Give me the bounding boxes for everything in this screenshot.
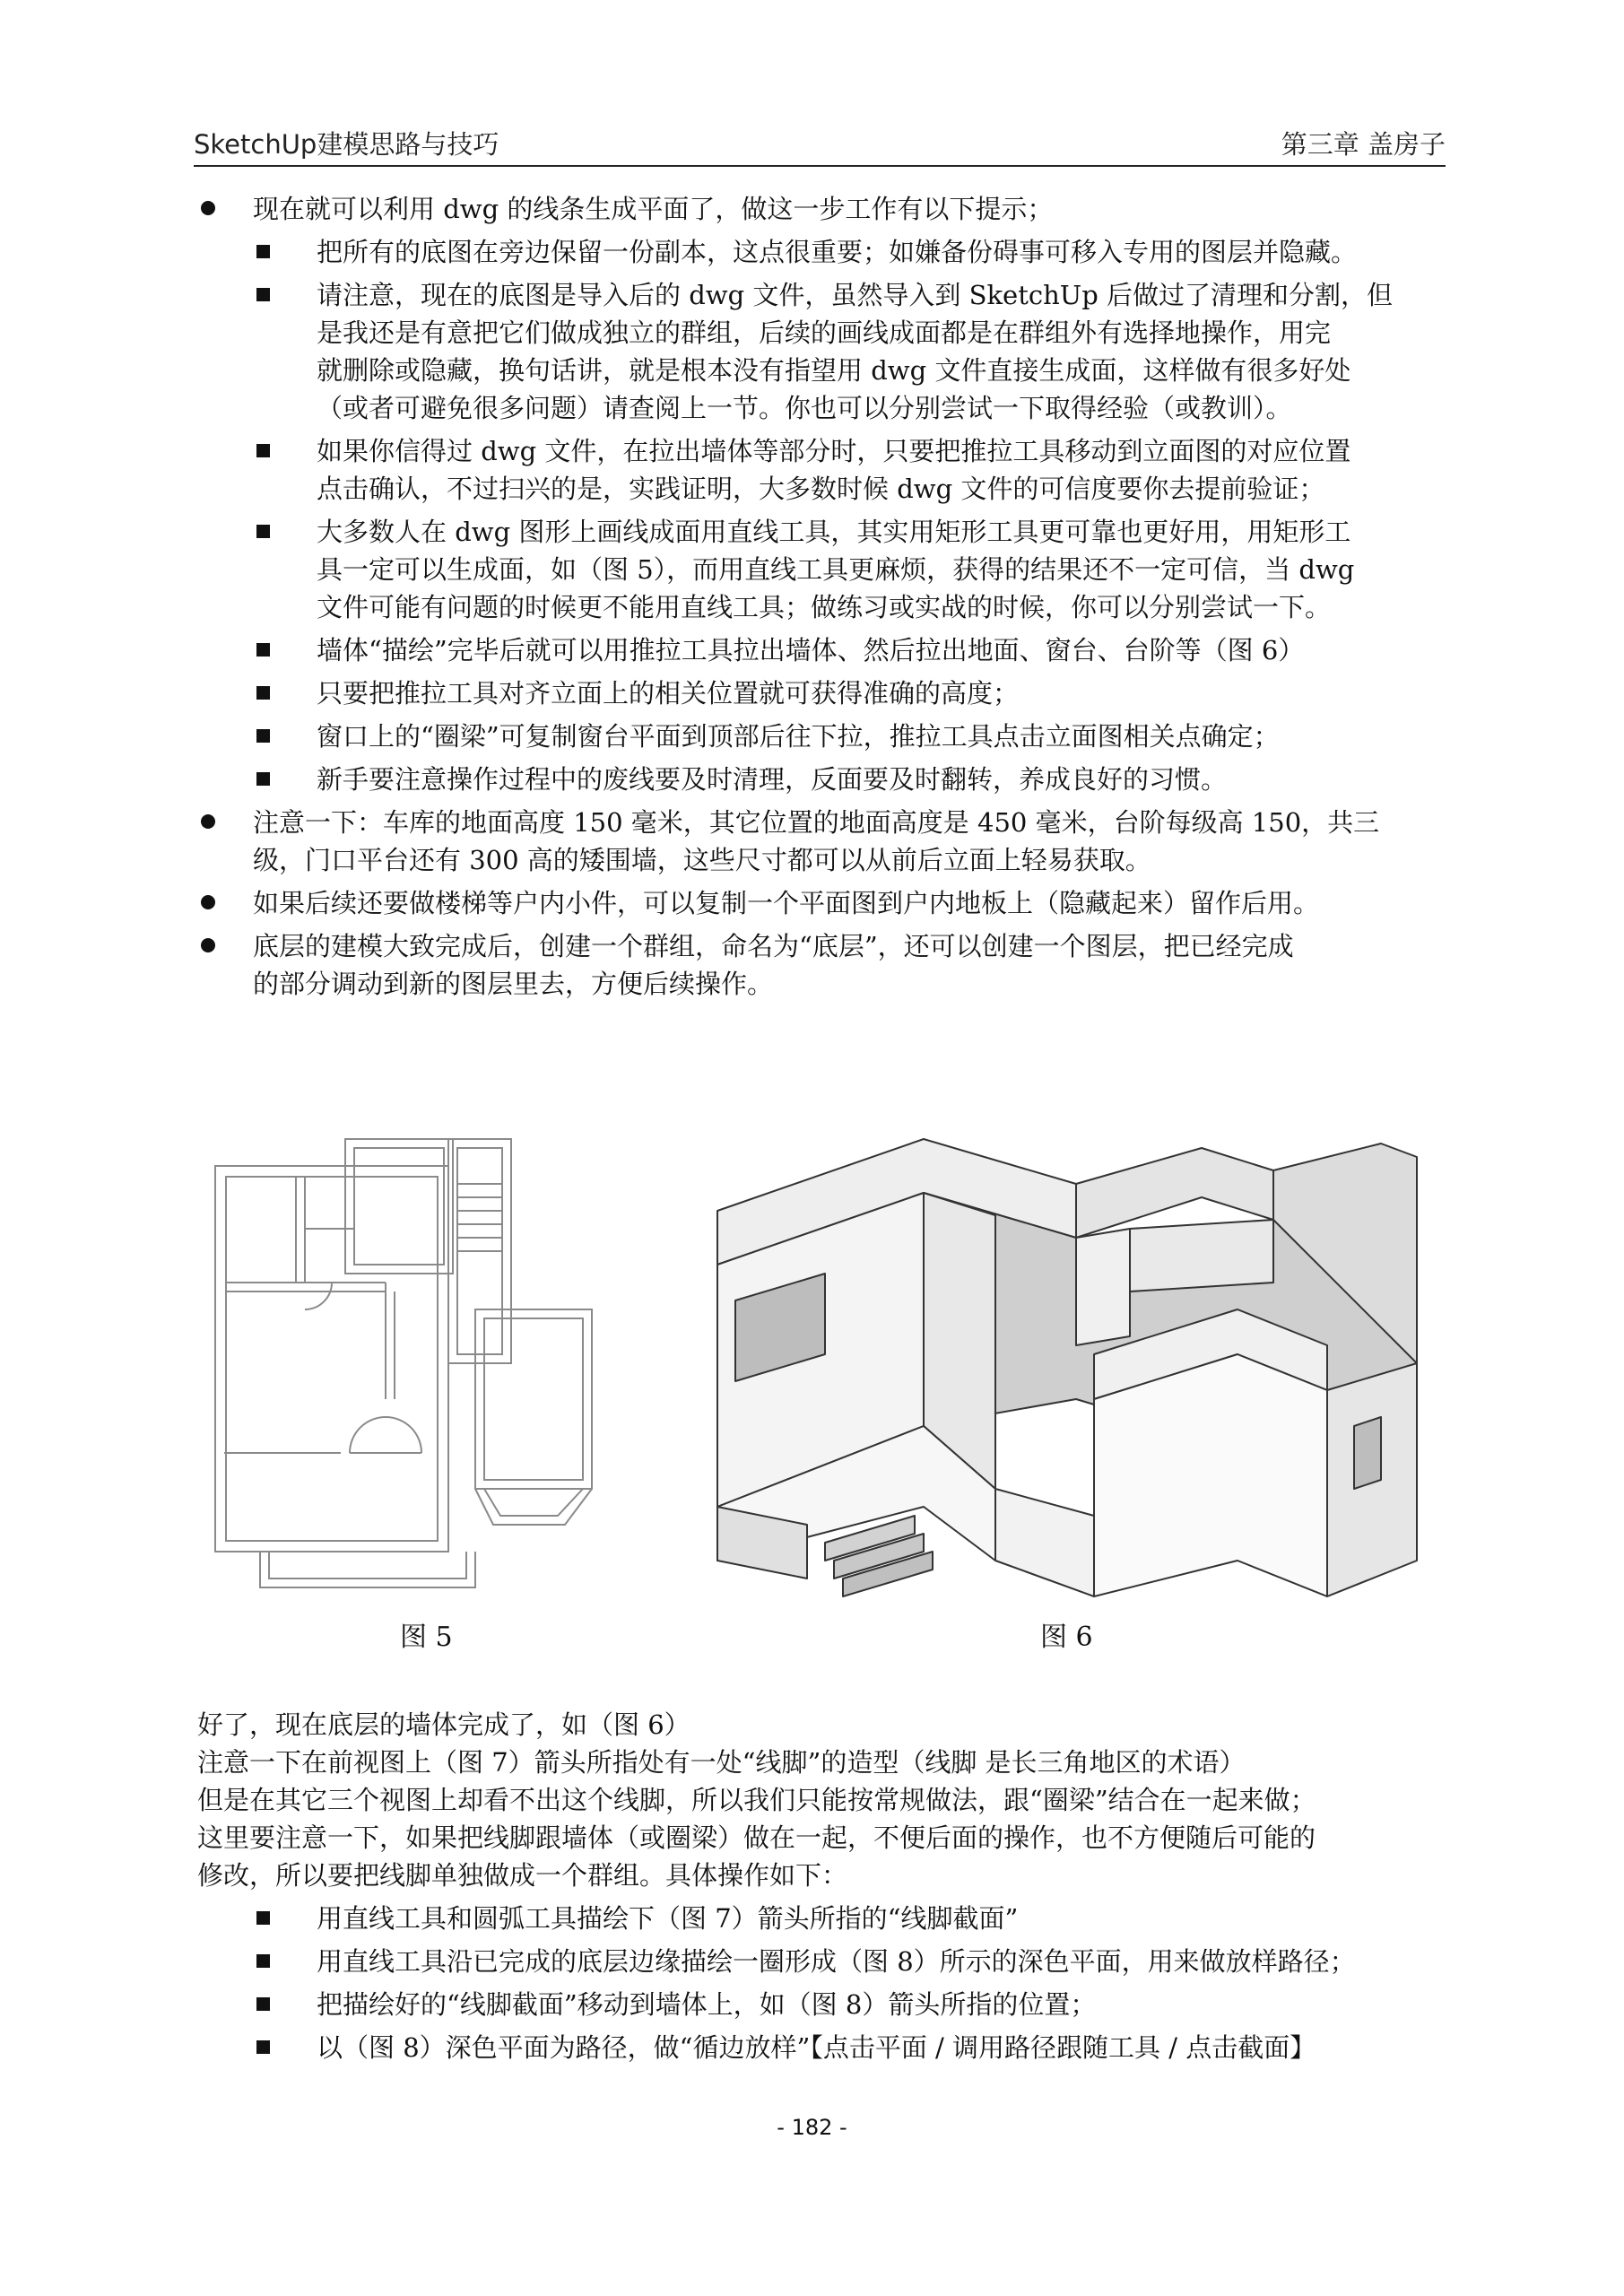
bullet-item: 如果后续还要做楼梯等户内小件，可以复制一个平面图到户内地板上（隐藏起来）留作后用。 xyxy=(197,884,1448,922)
sub-bullet-item: 如果你信得过 dwg 文件，在拉出墙体等部分时，只要把推拉工具移动到立面图的对应位置 点击确认，不过扫兴的是，实践证明，大多数时候 dwg 文件的可信度要你去提前验证； xyxy=(197,432,1448,508)
sub-bullet-item: 把所有的底图在旁边保留一份副本，这点很重要；如嫌备份碍事可移入专用的图层并隐藏。 xyxy=(197,233,1448,271)
bullet-item: 底层的建模大致完成后，创建一个群组，命名为“底层”，还可以创建一个图层，把已经完成 的部分调动到新的图层里去，方便后续操作。 xyxy=(197,927,1448,1003)
sub-bullet-item: 大多数人在 dwg 图形上画线成面用直线工具，其实用矩形工具更可靠也更好用，用矩形工 具一定可以生成面，如（图 5），而用直线工具更麻烦，获得的结果还不一定可信，当 dwg 文件可能有问题的时候更不能用直线工具；做练习或实战的时候，你可以分别尝试一下。 xyxy=(197,513,1448,626)
paragraph: 好了，现在底层的墙体完成了，如（图 6） xyxy=(197,1709,690,1740)
text-block-bottom xyxy=(197,1706,1448,2072)
3d-model-figure xyxy=(699,1130,1462,1632)
chapter-title: 第三章 盖房子 xyxy=(1281,129,1446,160)
paragraph: 修改，所以要把线脚单独做成一个群组。具体操作如下： xyxy=(197,1860,848,1891)
page-number: - 182 - xyxy=(777,2115,847,2140)
sub-bullet-item: 墙体“描绘”完毕后就可以用推拉工具拉出墙体、然后拉出地面、窗台、台阶等（图 6） xyxy=(197,631,1448,669)
paragraph: 这里要注意一下，如果把线脚跟墙体（或圈梁）做在一起，不便后面的操作，也不方便随后可能的 xyxy=(197,1822,1316,1853)
sub-bullet-item: 用直线工具沿已完成的底层边缘描绘一圈形成（图 8）所示的深色平面，用来做放样路径； xyxy=(197,1943,1448,1980)
bullet-item: 注意一下：车库的地面高度 150 毫米，其它位置的地面高度是 450 毫米，台阶每级高 150，共三 级，门口平台还有 300 高的矮围墙，这些尺寸都可以从前后立面上轻易获取。 xyxy=(197,804,1448,879)
sub-bullet-item: 只要把推拉工具对齐立面上的相关位置就可获得准确的高度； xyxy=(197,674,1448,712)
sub-bullet-item: 用直线工具和圆弧工具描绘下（图 7）箭头所指的“线脚截面” xyxy=(197,1900,1448,1937)
figure-5-caption: 图 5 xyxy=(400,1622,453,1653)
book-title: SketchUp建模思路与技巧 xyxy=(194,129,499,160)
paragraph: 注意一下在前视图上（图 7）箭头所指处有一处“线脚”的造型（线脚 是长三角地区的术语） xyxy=(197,1747,1246,1778)
text-block-top xyxy=(197,190,1448,1008)
sub-bullet-item: 新手要注意操作过程中的废线要及时清理，反面要及时翻转，养成良好的习惯。 xyxy=(197,761,1448,798)
sub-bullet-item: 以（图 8）深色平面为路径，做“循边放样”【点击平面 / 调用路径跟随工具 / 点击截面】 xyxy=(197,2029,1448,2066)
sub-bullet-item: 窗口上的“圈梁”可复制窗台平面到顶部后往下拉，推拉工具点击立面图相关点确定； xyxy=(197,718,1448,755)
sub-bullet-item: 请注意，现在的底图是导入后的 dwg 文件，虽然导入到 SketchUp 后做过了清理和分割，但 是我还是有意把它们做成独立的群组，后续的画线成面都是在群组外有选择地操作，用完 就删除或隐藏，换句话讲，就是根本没有指望用 dwg 文件直接生成面，这样做有很多好处 （或者可避免很多问题）请查阅上一节。你也可以分别尝试一下取得经验（或教训）。 xyxy=(197,276,1448,427)
sub-bullet-item: 把描绘好的“线脚截面”移动到墙体上，如（图 8）箭头所指的位置； xyxy=(197,1986,1448,2023)
floor-plan-figure xyxy=(206,1130,628,1605)
page-header xyxy=(194,124,1446,167)
figures-area xyxy=(0,1130,1624,1632)
paragraph: 但是在其它三个视图上却看不出这个线脚，所以我们只能按常规做法，跟“圈梁”结合在一起来做； xyxy=(197,1785,1316,1815)
figure-6-caption: 图 6 xyxy=(1040,1622,1093,1653)
bullet-item: 现在就可以利用 dwg 的线条生成平面了，做这一步工作有以下提示； xyxy=(197,190,1448,228)
